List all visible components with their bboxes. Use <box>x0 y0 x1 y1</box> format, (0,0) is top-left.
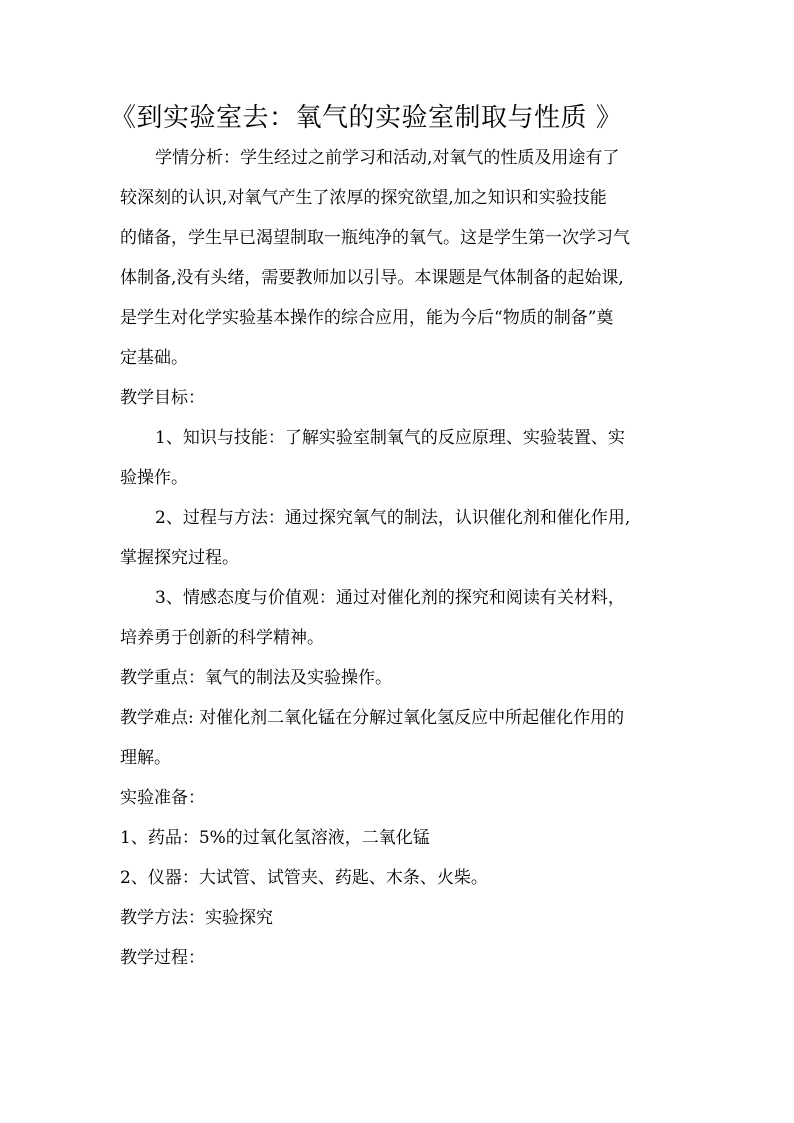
goal-3-line-1: 3、情感态度与价值观：通过对催化剂的探究和阅读有关材料， <box>155 588 625 608</box>
goal-1-line-1: 1、知识与技能：了解实验室制氧气的反应原理、实验装置、实 <box>155 428 625 448</box>
prep-heading: 实验准备： <box>120 788 205 808</box>
goal-2-line-2: 掌握探究过程。 <box>120 548 239 568</box>
prep-item-1: 1、药品：5%的过氧化氢溶液，二氧化锰 <box>120 828 430 848</box>
analysis-line-1: 学情分析：学生经过之前学习和活动,对氧气的性质及用途有了 <box>155 148 620 168</box>
teaching-method: 教学方法：实验探究 <box>120 908 273 928</box>
analysis-line-3: 的储备，学生早已渴望制取一瓶纯净的氧气。这是学生第一次学习气 <box>120 228 630 248</box>
goal-2-line-1: 2、过程与方法：通过探究氧气的制法，认识催化剂和催化作用, <box>155 508 631 528</box>
prep-item-2: 2、仪器：大试管、试管夹、药匙、木条、火柴。 <box>120 868 488 888</box>
difficulty-line-2: 理解。 <box>120 748 171 768</box>
key-point: 教学重点：氧气的制法及实验操作。 <box>120 668 392 688</box>
analysis-line-6: 定基础。 <box>120 348 188 368</box>
analysis-line-2: 较深刻的认识,对氧气产生了浓厚的探究欲望,加之知识和实验技能 <box>120 188 607 208</box>
goal-3-line-2: 培养勇于创新的科学精神。 <box>120 628 324 648</box>
goal-1-line-2: 验操作。 <box>120 468 188 488</box>
process-heading: 教学过程： <box>120 948 205 968</box>
document-title: 《到实验室去：氧气的实验室制取与性质 》 <box>110 103 623 133</box>
analysis-line-4: 体制备,没有头绪，需要教师加以引导。本课题是气体制备的起始课, <box>120 268 624 288</box>
analysis-line-5: 是学生对化学实验基本操作的综合应用，能为今后“物质的制备”奠 <box>120 308 614 328</box>
goals-heading: 教学目标： <box>120 388 205 408</box>
difficulty-line-1: 教学难点: 对催化剂二氧化锰在分解过氧化氢反应中所起催化作用的 <box>120 708 625 728</box>
